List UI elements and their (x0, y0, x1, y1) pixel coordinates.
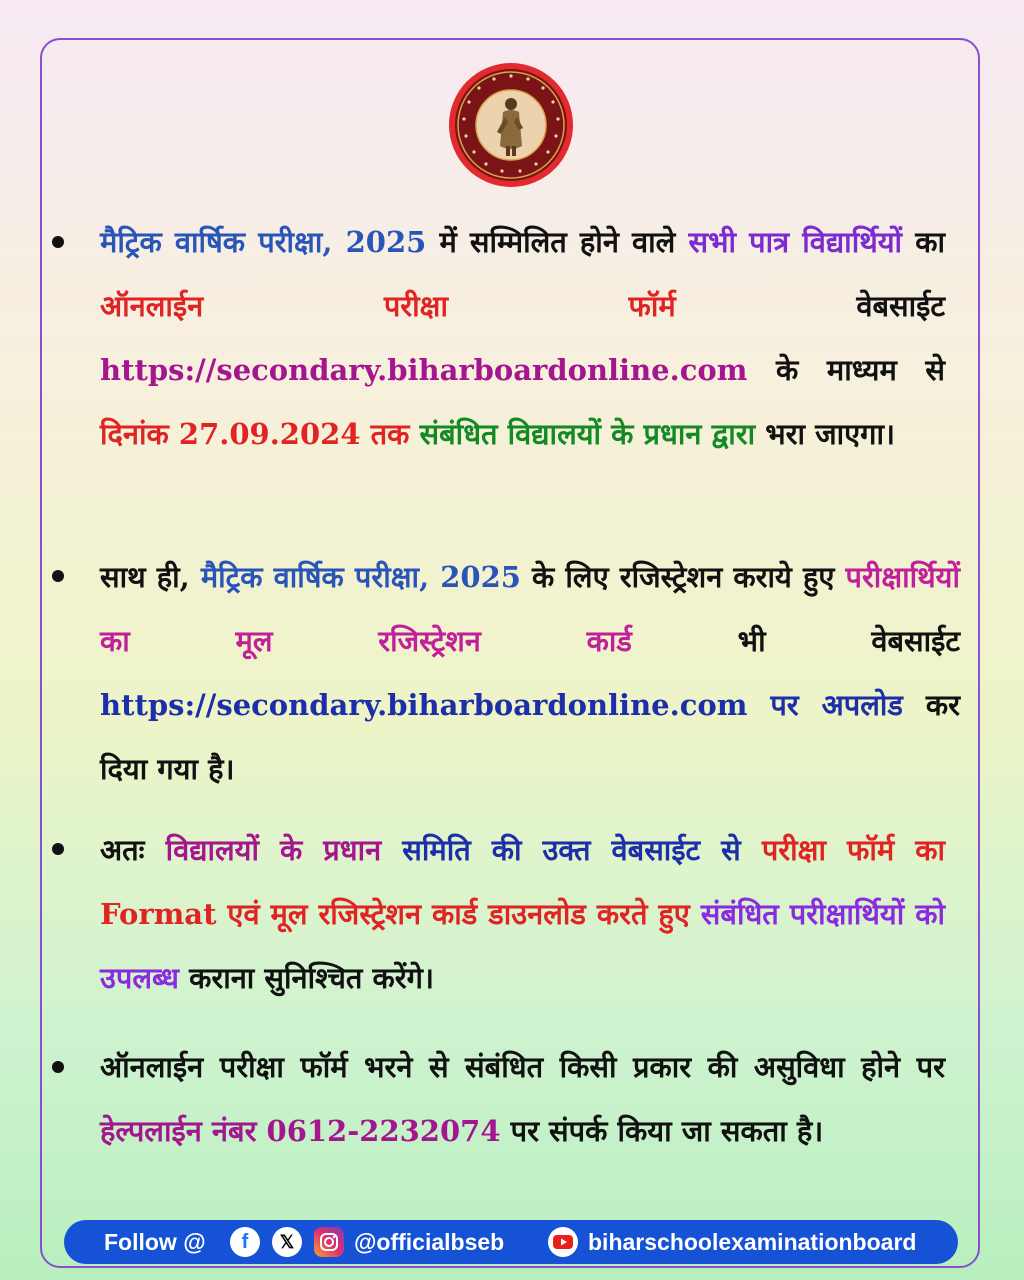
social-handle[interactable]: @officialbseb (354, 1229, 505, 1255)
notice-text-segment: कराना सुनिश्चित करेंगे। (178, 961, 434, 995)
notice-text-segment (690, 897, 701, 931)
notice-text-segment: हेल्पलाईन नंबर 0612-2232074 (100, 1114, 501, 1148)
notice-text-segment: सभी पात्र विद्यार्थियों (688, 225, 903, 259)
notice-text-segment: मैट्रिक वार्षिक परीक्षा, 2025 (100, 225, 427, 259)
bullet-dot (52, 570, 64, 582)
notice-text-segment: का (902, 225, 946, 259)
notice-point-4 (100, 1035, 945, 1163)
bullet-dot (52, 236, 64, 248)
notice-text-segment: में सम्मिलित होने वाले (426, 225, 689, 259)
bullet-dot (52, 1061, 64, 1073)
notice-text-segment: https://secondary.biharboardonline.com (100, 353, 748, 387)
notice-text-segment: ऑनलाईन परीक्षा फॉर्म (100, 289, 676, 323)
notice-text-segment: संबंधित विद्यालयों के प्रधान द्वारा (419, 417, 756, 451)
notice-text-segment (409, 417, 419, 451)
social-footer-bar (64, 1220, 958, 1264)
notice-text-segment (741, 833, 762, 867)
notice-text-segment: दिनांक 27.09.2024 तक (100, 417, 410, 451)
follow-label: Follow @ (104, 1229, 206, 1255)
notice-text-segment: साथ ही, (100, 560, 201, 594)
notice-point-1 (100, 210, 945, 466)
notice-text-segment: परीक्षा फॉर्म का Format एवं मूल रजिस्ट्रेशन कार्ड डाउनलोड करते हुए (100, 833, 945, 931)
instagram-icon[interactable] (314, 1227, 344, 1257)
notice-text-segment: मैट्रिक वार्षिक परीक्षा, 2025 (200, 560, 521, 594)
notice-text-segment: ऑनलाईन परीक्षा फॉर्म भरने से संबंधित किसी प्रकार की असुविधा होने पर (100, 1050, 945, 1084)
notice-text-segment: भी वेबसाईट (631, 624, 960, 658)
bullet-dot (52, 843, 64, 855)
notice-text-segment: के लिए रजिस्ट्रेशन कराये हुए (520, 560, 846, 594)
notice-text-segment: कर दिया गया है। (100, 688, 960, 786)
youtube-icon[interactable] (548, 1227, 578, 1257)
notice-text-segment: विद्यालयों के प्रधान (165, 833, 382, 867)
notice-text-segment (381, 833, 402, 867)
notice-text-segment: https://secondary.biharboardonline.com पर अपलोड (100, 688, 903, 722)
notice-text-segment: वेबसाईट (675, 289, 946, 323)
notice-point-2 (100, 545, 960, 801)
notice-text-segment: भरा जाएगा। (755, 417, 895, 451)
x-icon[interactable]: 𝕏 (272, 1227, 302, 1257)
notice-text-segment: पर संपर्क किया जा सकता है। (500, 1114, 824, 1148)
notice-text-segment: के माध्यम से (747, 353, 945, 387)
notice-text-segment: अतः (100, 833, 166, 867)
notice-text-segment: समिति की उक्त वेबसाईट से (402, 833, 741, 867)
facebook-icon[interactable]: f (230, 1227, 260, 1257)
bseb-emblem-logo (448, 62, 574, 188)
notice-point-3 (100, 818, 945, 1010)
notice-text-segment: संबंधित परीक्षार्थियों को उपलब्ध (100, 897, 945, 995)
notice-text-segment: परीक्षार्थियों का मूल रजिस्ट्रेशन कार्ड (100, 560, 960, 658)
youtube-channel[interactable]: biharschoolexaminationboard (588, 1229, 917, 1255)
